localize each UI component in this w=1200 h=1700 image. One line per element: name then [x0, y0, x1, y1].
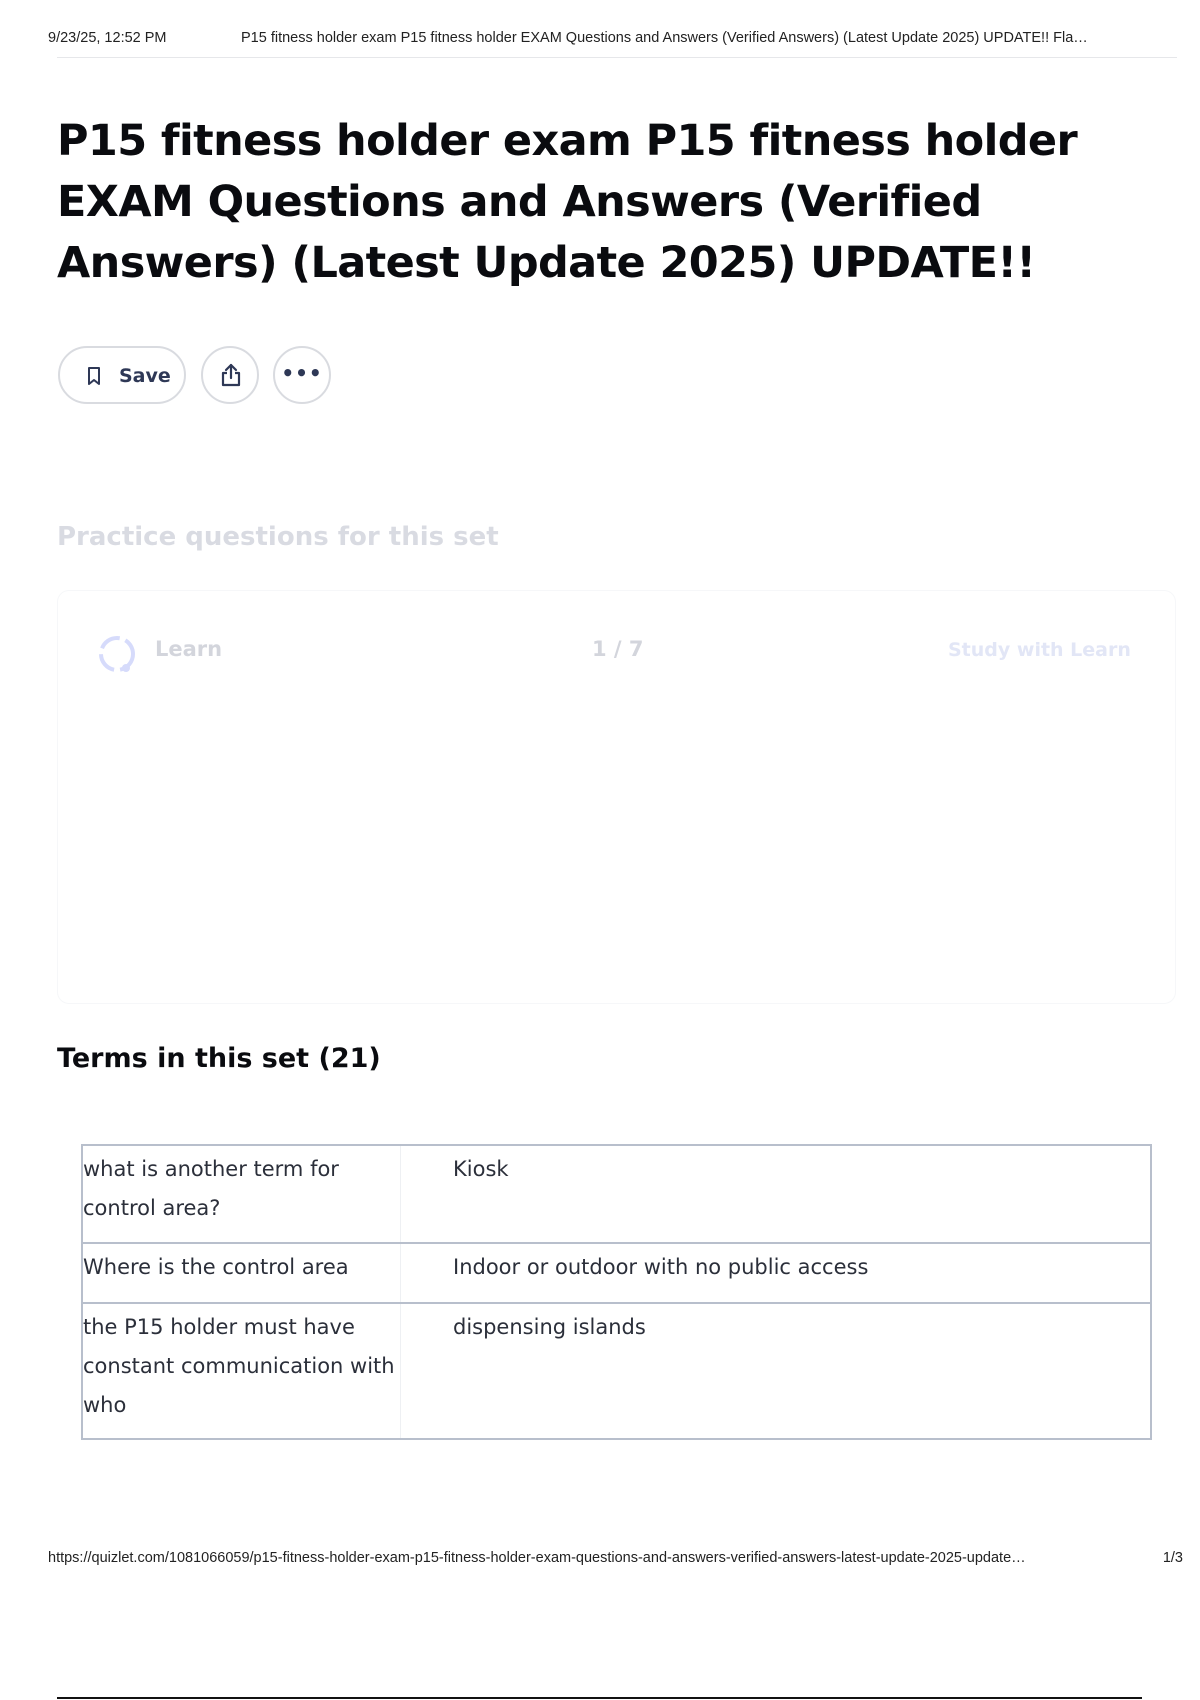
bottom-divider [57, 1697, 1142, 1699]
table-row [83, 1302, 1150, 1438]
practice-heading: Practice questions for this set [57, 522, 499, 552]
more-icon: ••• [281, 361, 323, 385]
term-cell: Where is the control area [83, 1244, 401, 1302]
more-options-button[interactable] [273, 346, 331, 404]
learn-card[interactable] [57, 590, 1176, 1004]
terms-heading: Terms in this set (21) [57, 1043, 381, 1074]
bookmark-icon [86, 366, 102, 390]
definition-cell: dispensing islands [453, 1315, 646, 1339]
term-cell: what is another term for control area? [83, 1146, 401, 1242]
learn-label: Learn [155, 637, 223, 661]
terms-table [81, 1144, 1152, 1440]
question-progress: 1 / 7 [592, 637, 644, 661]
page-url[interactable]: https://quizlet.com/1081066059/p15-fitness-holder-exam-p15-fitness-holder-exam-questions-and-answers-verified-answers-latest-update-2025-update… [48, 1550, 1026, 1566]
term-cell: the P15 holder must have constant communication with who [83, 1304, 401, 1438]
study-with-learn-link[interactable]: Study with Learn [948, 639, 1131, 661]
print-date: 9/23/25, 12:52 PM [48, 30, 167, 46]
share-button[interactable] [201, 346, 259, 404]
page-title: P15 fitness holder exam P15 fitness holder EXAM Questions and Answers (Verified Answers) (Latest Update 2025) UPDATE!! [57, 116, 1078, 288]
definition-cell: Indoor or outdoor with no public access [453, 1255, 869, 1279]
save-button[interactable] [58, 346, 186, 404]
table-row [83, 1242, 1150, 1302]
definition-cell: Kiosk [453, 1157, 509, 1181]
page-number: 1/3 [1162, 1550, 1183, 1566]
header-divider [57, 57, 1177, 58]
print-doc-title: P15 fitness holder exam P15 fitness holder EXAM Questions and Answers (Verified Answers) (Latest Update 2025) UPDATE!! Fla… [241, 30, 1088, 46]
learn-icon [96, 633, 138, 679]
table-row [83, 1146, 1150, 1242]
save-button-label: Save [119, 365, 171, 387]
